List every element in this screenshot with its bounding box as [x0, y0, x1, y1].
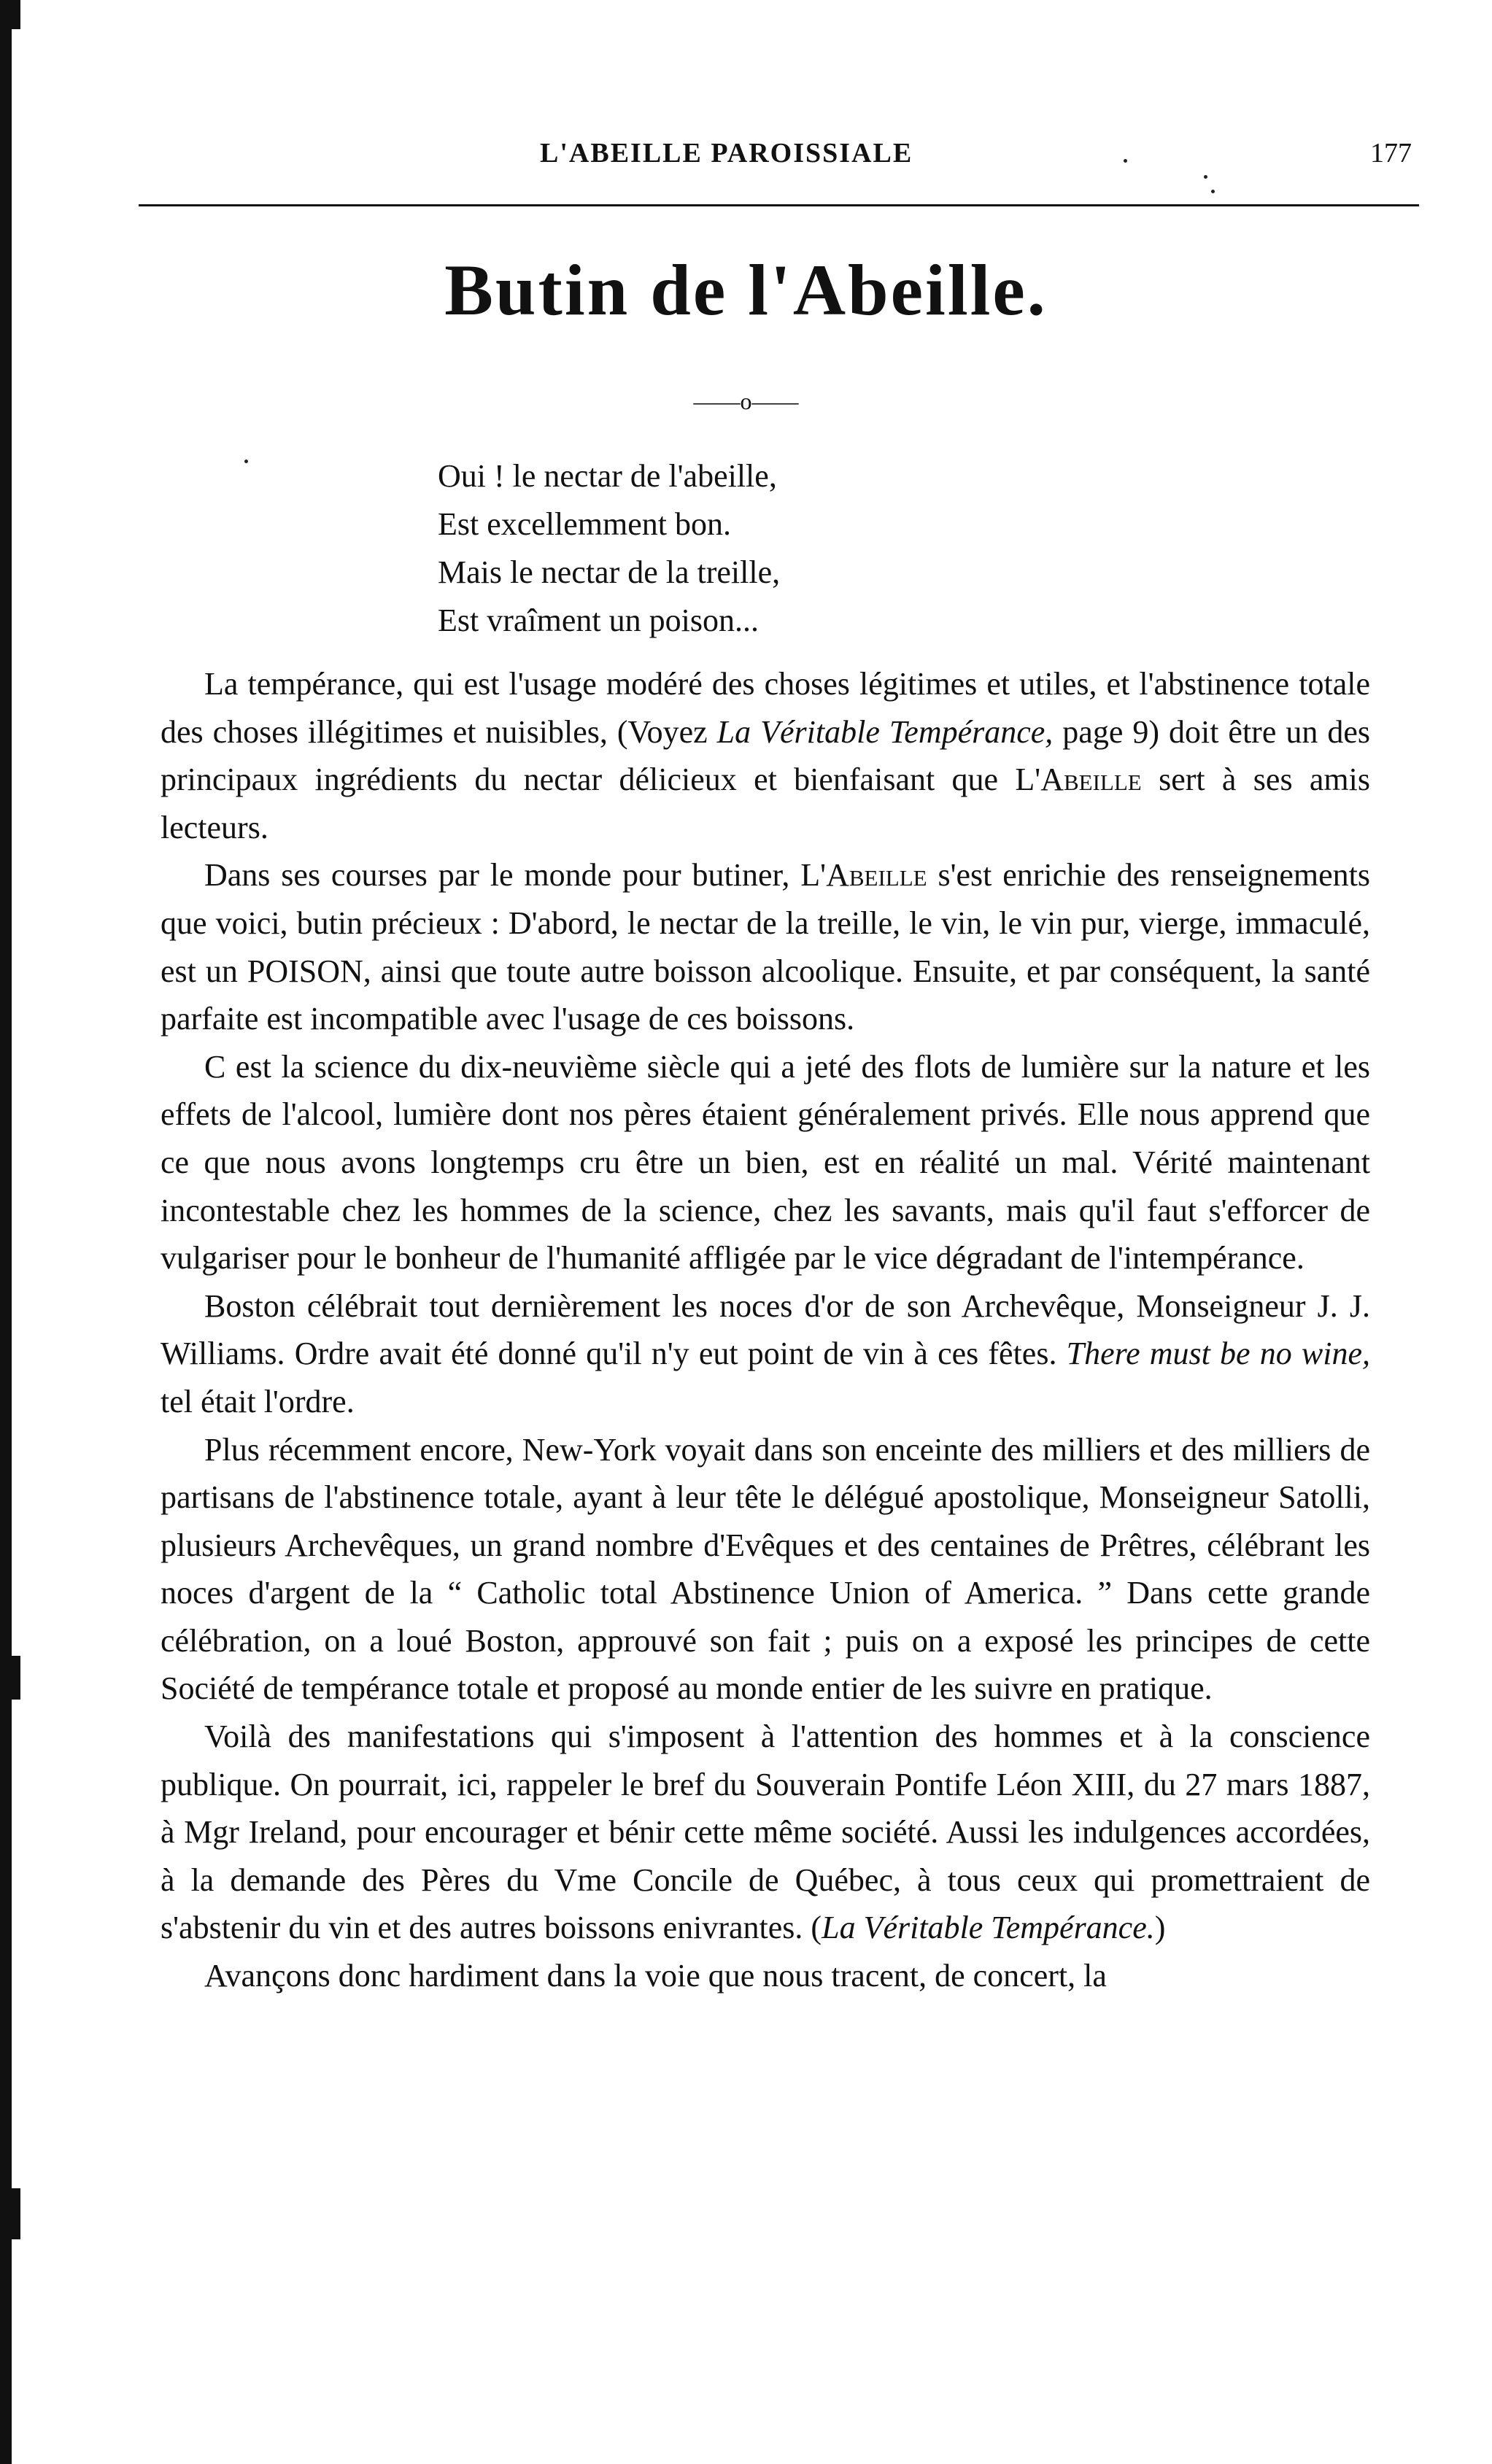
edge-mark: [10, 0, 20, 29]
poem-line: Est excellemment bon.: [438, 506, 731, 542]
header-rule: [139, 204, 1419, 206]
running-head: [161, 137, 1412, 181]
ink-speck: [244, 460, 248, 463]
ink-speck: [1124, 159, 1127, 163]
paragraph: Boston célébrait tout dernièrement les noces d'or de son Archevêque, Monseigneur J. J. Williams. Ordre avait été donné qu'il n'y eut point de vin à ces fêtes. There must be no wine, tel était l'ordre.: [161, 1287, 1370, 1419]
poem-line: Mais le nectar de la treille,: [438, 554, 781, 590]
running-title: L'ABEILLE PAROISSIALE: [540, 138, 913, 168]
title-ornament: ——o——: [693, 388, 799, 414]
article-body: [161, 660, 1370, 2000]
paragraph: C est la science du dix-neuvième siècle qui a jeté des flots de lumière sur la nature et les effets de l'alcool, lumière dont nos pères étaient généralement privés. Elle nous apprend que ce que nous avons longtemps cru être un bien, est en réalité un mal. Vérité maintenant incontestable chez les hommes de la science, chez les savants, mais qu'il faut s'efforcer de vulgariser pour le bonheur de l'humanité affligée par le vice dégradant de l'intempérance.: [161, 1048, 1370, 1276]
paragraph: Voilà des manifestations qui s'imposent à l'attention des hommes et à la conscience publique. On pourrait, ici, rappeler le bref du Souverain Pontife Léon XIII, du 27 mars 1887, à Mgr Ireland, pour encourager et bénir cette même société. Aussi les indulgences accordées, à la demande des Pères du Vme Concile de Québec, à tous ceux qui promettraient de s'abstenir du vin et des autres boissons enivrantes. (La Véritable Tempérance.): [161, 1719, 1370, 1946]
epigraph-poem: [438, 452, 780, 645]
paragraph: La tempérance, qui est l'usage modéré des choses légitimes et utiles, et l'abstinence totale des choses illégitimes et nuisibles, (Voyez La Véritable Tempérance, page 9) doit être un des principaux ingrédients du nectar délicieux et bienfaisant que L'Abeille sert à ses amis lecteurs.: [161, 666, 1371, 845]
edge-mark: [10, 2188, 20, 2239]
paragraph: Dans ses courses par le monde pour butiner, L'Abeille s'est enrichie des renseignements que voici, butin précieux : D'abord, le nectar de la treille, le vin, le vin pur, vierge, immaculé, est un POISON, ainsi que toute autre boisson alcoolique. Ensuite, et par conséquent, la santé parfaite est incompatible avec l'usage de ces boissons.: [161, 857, 1370, 1037]
left-scan-edge: [0, 0, 12, 2464]
paragraph: Avançons donc hardiment dans la voie que nous tracent, de concert, la: [204, 1958, 1107, 1994]
article-title: Butin de l'Abeille.: [444, 249, 1048, 330]
ink-speck: [1204, 175, 1207, 179]
page-number: 177: [1370, 138, 1412, 168]
edge-mark: [10, 1656, 20, 1700]
ink-speck: [1211, 190, 1215, 193]
poem-line: Oui ! le nectar de l'abeille,: [438, 458, 777, 494]
paragraph: Plus récemment encore, New-York voyait dans son enceinte des milliers et des milliers de partisans de l'abstinence totale, ayant à leur tête le délégué apostolique, Monseigneur Satolli, plusieurs Archevêques, un grand nombre d'Evêques et des centaines de Prêtres, célébrant les noces d'argent de la “ Catholic total Abstinence Union of America. ” Dans cette grande célébration, on a loué Boston, approuvé son fait ; puis on a exposé les principes de cette Société de tempérance totale et proposé au monde entier de les suivre en pratique.: [161, 1431, 1370, 1707]
poem-line: Est vraîment un poison...: [438, 603, 759, 638]
